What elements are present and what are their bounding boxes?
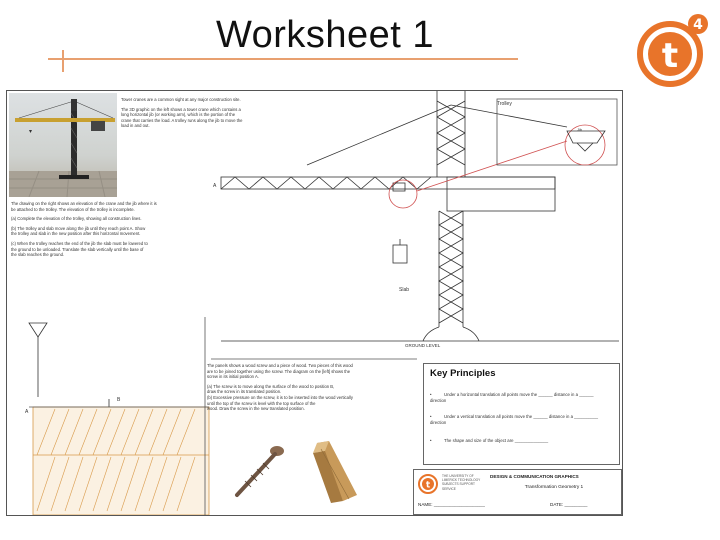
wood-text-line: until the top of the screw is level with the top surface of the (207, 400, 316, 406)
key-principle-text: Under a vertical translation all points move the ______ distance in a __________ direction (430, 414, 599, 425)
title-block-org: THE UNIVERSITY OF LIMERICK TECHNOLOGY SUBJECTS SUPPORT SERVICE (442, 474, 481, 491)
wood-text-line: The panels shows a wood screw and a piece of wood. Two pieces of this wood (207, 363, 353, 368)
trolley-label: Trolley (497, 101, 512, 107)
t4-logo (634, 10, 714, 90)
key-principles-box (423, 363, 620, 465)
jib-tag: Jib (577, 127, 583, 132)
title-underline (48, 58, 518, 60)
intro-line: The 3D graphic on the left shows a tower crane which contains a (121, 106, 241, 112)
crane-text-line: (b) The trolley and slab move along the jib until they reach point A. Show (11, 225, 146, 231)
crane-text-line: (c) When the trolley reaches the end of the jib the slab must be lowered to (11, 240, 148, 246)
worksheet-image (6, 90, 623, 516)
intro-line: load in and out. (121, 123, 150, 129)
wood-text-line: wood. Draw the screw in the new translated position. (207, 406, 305, 412)
slide-title: Worksheet 1 (215, 14, 435, 56)
wood-text-line: screw in its initial position A. (207, 374, 259, 380)
intro-line: crane that carries the load. A trolley runs along the jib to move the (121, 117, 243, 123)
title-block-subtitle: Transformation Geometry 1 (524, 485, 584, 490)
wood-text-line: draw the screw in its translated position. (207, 389, 282, 395)
key-principle-item (430, 414, 606, 425)
screw-photo (231, 443, 285, 499)
key-principle-item (430, 392, 606, 403)
key-principles-title: Key Principles (430, 368, 496, 379)
crane-text-line: (a) Complete the elevation of the trolley, showing all construction lines. (11, 216, 142, 222)
crane-text-line: be attached to the trolley. The elevation of the trolley is incomplete. (11, 206, 135, 212)
crane-text-line: the slab reaches the ground. (11, 252, 65, 258)
intro-line: Tower cranes are a common sight at any major construction site. (121, 97, 241, 102)
point-a-label-bottom: A (25, 409, 29, 415)
logo-superscript: 4 (693, 17, 703, 33)
svg-text:t: t (425, 480, 431, 491)
wood-text-line: (a) The screw is to move along the surface of the wood to position B, (207, 383, 335, 389)
ground-level-label: GROUND LEVEL (405, 343, 441, 348)
wood-question-text (207, 363, 419, 412)
point-a-label-top: A (213, 183, 217, 189)
bullet-icon: • (430, 414, 432, 419)
crane-text-line: the ground to be unloaded. Translate the slab vertically until the base of (11, 246, 144, 252)
logo-letter: t (661, 36, 679, 76)
slab-label: Slab (399, 287, 410, 293)
bullet-icon: • (430, 438, 432, 443)
key-principle-text: Under a horizontal translation all points move the ______ distance in a ______ direction (430, 392, 594, 403)
title-block-department: DESIGN & COMMUNICATION GRAPHICS (490, 474, 579, 479)
key-principle-item (430, 438, 606, 444)
crane-question-text (11, 201, 219, 258)
wood-text-line: are to be joined together using the screw. The diagram on the [left] shows the (207, 368, 351, 374)
name-field: NAME: ____________________ (418, 502, 485, 507)
svg-text:▾: ▾ (29, 128, 33, 135)
wood-piece-photo (307, 441, 359, 503)
date-field: DATE: _________ (550, 502, 588, 507)
key-principle-text: The shape and size of the object are ______________ (444, 438, 549, 443)
bullet-icon: • (430, 392, 432, 397)
intro-line: long horizontal jib (or working arm), which is the portion of the (121, 112, 236, 118)
point-b-label: B (117, 397, 121, 403)
crane-text-line: the trolley and slab in the new position after this horizontal movement. (11, 231, 141, 237)
wood-text-line: (b) Excessive pressure on the screw, it is to be inserted into the wood vertically (207, 394, 353, 400)
t4-small-logo (417, 473, 439, 495)
title-cross-mark (62, 50, 64, 72)
title-block (413, 469, 622, 515)
crane-text-line: The drawing on the right shows an elevation of the crane and the jib where it is (11, 201, 157, 206)
